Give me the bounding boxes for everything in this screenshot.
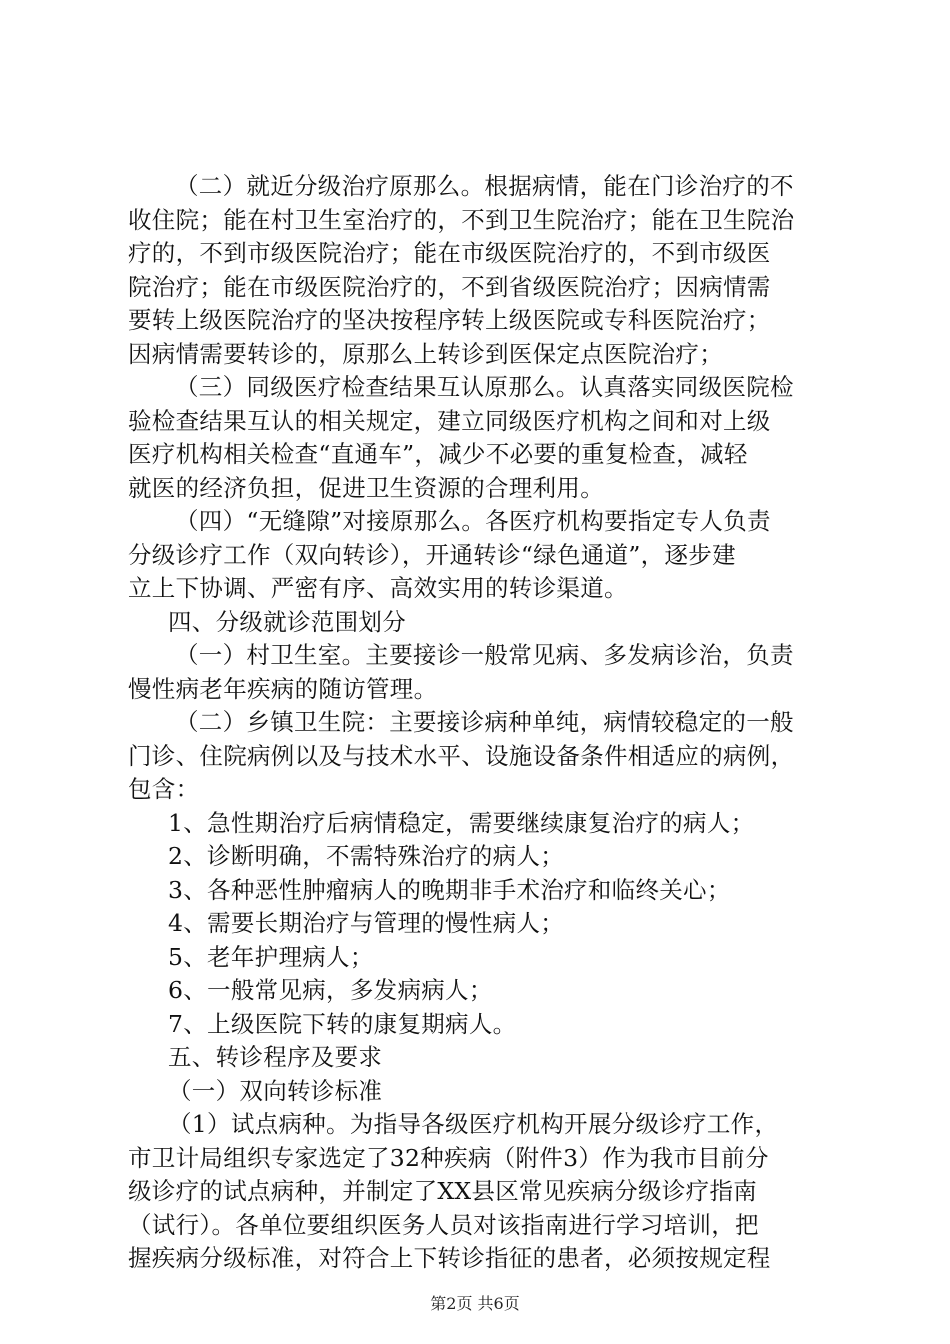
text-line: 包含： <box>128 775 200 803</box>
text-line: 五、转诊程序及要求 <box>168 1043 383 1071</box>
text-line: 慢性病老年疾病的随访管理。 <box>128 674 438 703</box>
text-line: （1）试点病种。为指导各级医疗机构开展分级诊疗工作， <box>168 1110 779 1138</box>
text-line: （一）双向转诊标准 <box>168 1076 383 1105</box>
text-line: 门诊、住院病例以及与技术水平、设施设备条件相适应的病例， <box>128 741 795 770</box>
text-line: （四）“无缝隙”对接原那么。各医疗机构要指定专人负责 <box>175 507 771 535</box>
text-line: （三）同级医疗检查结果互认原那么。认真落实同级医院检 <box>175 373 794 401</box>
text-line: 因病情需要转诊的，原那么上转诊到医保定点医院治疗； <box>128 339 723 368</box>
text-line: （试行）。各单位要组织医务人员对该指南进行学习培训，把 <box>128 1210 759 1239</box>
text-line: （二）乡镇卫生院：主要接诊病种单纯，病情较稳定的一般 <box>175 708 794 736</box>
text-line: 就医的经济负担，促进卫生资源的合理利用。 <box>128 473 604 502</box>
text-line: 要转上级医院治疗的坚决按程序转上级医院或专科医院治疗； <box>128 306 771 334</box>
text-line: 验检查结果互认的相关规定，建立同级医疗机构之间和对上级 <box>128 406 771 435</box>
text-line: 市卫计局组织专家选定了32种疾病（附件3）作为我市目前分 <box>128 1143 769 1172</box>
document-body <box>128 170 833 1276</box>
text-line: 立上下协调、严密有序、高效实用的转诊渠道。 <box>128 574 628 602</box>
text-line: 院治疗；能在市级医院治疗的，不到省级医院治疗；因病情需 <box>128 272 771 301</box>
text-line: 握疾病分级标准，对符合上下转诊指征的患者，必须按规定程 <box>128 1244 771 1272</box>
text-line: 收住院；能在村卫生室治疗的，不到卫生院治疗；能在卫生院治 <box>128 205 795 234</box>
text-line: 级诊疗的试点病种，并制定了XX县区常见疾病分级诊疗指南 <box>128 1177 758 1205</box>
text-line: 7、上级医院下转的康复期病人。 <box>168 1009 517 1038</box>
text-line: （一）村卫生室。主要接诊一般常见病、多发病诊治，负责 <box>175 641 794 669</box>
text-line: （二）就近分级治疗原那么。根据病情，能在门诊治疗的不 <box>175 172 794 200</box>
text-line: 4、需要长期治疗与管理的慢性病人； <box>168 909 565 937</box>
page-footer: 第2页 共6页 <box>430 1294 520 1313</box>
text-line: 分级诊疗工作（双向转诊），开通转诊“绿色通道”，逐步建 <box>128 540 736 569</box>
text-line: 医疗机构相关检查“直通车”，减少不必要的重复检查，减轻 <box>128 440 748 468</box>
text-line: 6、一般常见病，多发病病人； <box>168 976 493 1004</box>
text-line: 2、诊断明确，不需特殊治疗的病人； <box>168 842 565 870</box>
text-line: 3、各种恶性肿瘤病人的晚期非手术治疗和临终关心； <box>168 875 731 904</box>
text-line: 5、老年护理病人； <box>168 942 374 971</box>
text-line: 疗的，不到市级医院治疗；能在市级医院治疗的，不到市级医 <box>128 239 771 267</box>
text-line: 1、急性期治疗后病情稳定，需要继续康复治疗的病人； <box>168 808 755 837</box>
text-line: 四、分级就诊范围划分 <box>168 607 406 636</box>
